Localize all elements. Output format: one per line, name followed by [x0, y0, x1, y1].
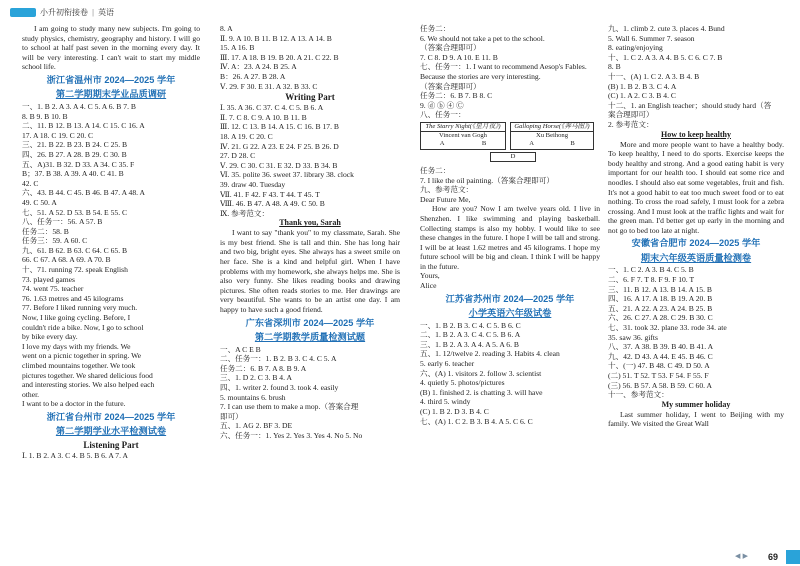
answer-line: Ⅴ. 29. C 30. C 31. E 32. D 33. B 34. B: [220, 160, 338, 170]
answer-list: [220, 24, 400, 91]
answer-line: Ⅲ. 12. C 13. B 14. A 15. C 16. B 17. B: [220, 122, 339, 132]
essay-paragraph: More and more people want to have a healthy body. To keep healthy, I need to do sports. Exercise keeps the body healthy and strong. And a good eating habit is very important for our health too. I should eat some rice and noodles. I should also eat some vegetables, fruit and fish. It's not a good habit to eat too much sweet food or to eat nothing. To cross the road safely, I must look for a zebra crossing. And I must look at the traffic lights and wait for the green man. I'd better get up early in the morning and not go to bed too late at night.: [608, 139, 784, 235]
answer-line: 任务二：: [420, 24, 451, 33]
answer-line: 七、任务一：1. I want to recommend Aesop's Fables.: [420, 62, 587, 72]
answer-line: 4. third 5. windy: [420, 397, 471, 407]
answer-line: 二、11. B 12. B 13. A 14. C 15. C 16. A: [22, 121, 145, 131]
answer-line: 六、43. B 44. C 45. B 46. B 47. A 48. A: [22, 188, 145, 198]
answer-line: 任务三：59. A 60. C: [22, 236, 88, 246]
answer-list: [220, 103, 400, 218]
answer-line: 六、任务一：1. Yes 2. Yes 3. Yes 4. No 5. No: [220, 430, 363, 440]
answer-line: 七、(A) 1. C 2. B 3. B 4. A 5. C 6. C: [420, 416, 533, 426]
answer-line: 74. went 75. teacher: [22, 284, 84, 294]
answer-line: 15. A 16. B: [220, 43, 255, 53]
answer-line: 八、任务一：56. A 57. B: [22, 217, 103, 227]
answer-line: 十一、参考范文：: [608, 390, 669, 400]
answer-line: 十、1. C 2. A 3. A 4. B 5. C 6. C 7. B: [608, 52, 723, 62]
section-subtitle: 第二学期教学质量检测试题: [254, 332, 366, 343]
answer-line: 5. Wall 6. Summer 7. season: [608, 33, 695, 43]
box-label: B: [570, 139, 575, 147]
answer-line: 8. eating/enjoying: [608, 43, 663, 53]
section-title: 安徽省合肥市 2024—2025 学年: [631, 238, 761, 249]
answer-line: 即可）: [220, 411, 243, 421]
answer-list: [420, 24, 600, 120]
answer-line: 18. A 19. C 20. C: [220, 131, 273, 141]
essay-title: Thank you, Sarah: [279, 218, 341, 228]
essay-paragraph: Last summer holiday, I went to Beijing with my family. We visited the Great Wall: [608, 409, 784, 429]
answer-line: 四、16. A 17. A 18. B 19. A 20. B: [608, 294, 713, 304]
essay-title: My summer holiday: [661, 399, 731, 409]
page-header: [10, 4, 114, 20]
answer-line: 4. quietly 5. photos/pictures: [420, 378, 505, 388]
answer-line: 五、1. 12/twelve 2. reading 3. Habits 4. clean: [420, 349, 560, 359]
answer-line: other.: [22, 389, 40, 399]
answer-line: 一、1. B 2. B 3. C 4. C 5. B 6. C: [420, 320, 521, 330]
letter-body: How are you? Now I am twelve years old. I live in Shenzhen. I like swimming and playing basketball. Collecting stamps is also my hobby. I would like to see these changes in the future. I hope I will be tall and strong. I will be at least 1.62 metres and 45 kilograms. I hope my future school will be big and clean. I think I will be happy in the future.: [420, 204, 600, 271]
answer-line: (C) 1. B 2. D 3. B 4. C: [420, 407, 489, 416]
answer-line: 49. C 50. A: [22, 197, 57, 207]
box-label: A: [439, 139, 445, 147]
answer-line: I love my days with my friends. We: [22, 341, 131, 351]
answer-line: （答案合理即可）: [420, 43, 481, 53]
answer-line: 一、1. C 2. A 3. B 4. C 5. B: [608, 265, 694, 275]
answer-line: Ⅰ. 35. A 36. C 37. C 4. C 5. B 6. A: [220, 103, 324, 113]
page-nav-arrows-icon: ◀ ▶: [735, 552, 748, 560]
answer-line: 九、61. B 62. B 63. C 64. C 65. B: [22, 245, 128, 255]
answer-line: 十二、1. an English teacher；should study hard（答: [608, 100, 772, 110]
answer-line: 一、A C E B: [220, 344, 261, 354]
painting-box-starry-night: [420, 122, 506, 150]
section-title: 广东省深圳市 2024—2025 学年: [245, 317, 375, 328]
painting-box-galloping-horse: [510, 122, 594, 150]
answer-line: 二、任务一：1. B 2. B 3. C 4. C 5. A: [220, 354, 337, 364]
answer-line: 五、1. AG 2. BF 3. DE: [220, 421, 293, 431]
answer-line: 35. saw 36. gifts: [608, 332, 658, 342]
section-subtitle: 第二学期学业水平检测试卷: [55, 426, 167, 437]
section-subtitle: 小学英语六年级试卷: [468, 308, 552, 319]
part-title: Listening Part: [83, 439, 139, 450]
section-title: 江苏省苏州市 2024—2025 学年: [445, 293, 575, 304]
answer-line: (二) 51. T 52. T 53. F 54. F 55. F: [608, 371, 709, 380]
answer-line: Ⅵ. 35. polite 36. sweet 37. library 38. clock: [220, 170, 354, 180]
answer-line: Ⅳ. 21. G 22. A 23. E 24. F 25. B 26. D: [220, 141, 339, 151]
header-separator: |: [92, 7, 95, 17]
answer-line: 三、1. D 2. C 3. B 4. A: [220, 373, 292, 383]
answer-line: （答案合理即可）: [420, 81, 481, 91]
series-title: 小升初衔接卷: [40, 7, 88, 17]
letter-signature: Alice: [420, 281, 437, 291]
answer-line: 六、26. C 27. A 28. C 29. B 30. C: [608, 313, 713, 323]
answer-line: couldn't ride a bike. Now, I go to school: [22, 322, 144, 332]
answer-line: Ⅱ. 7. C 8. C 9. A 10. B 11. B: [220, 112, 307, 122]
answer-line: Ⅷ. 46. B 47. A 48. A 49. C 50. B: [220, 199, 325, 209]
answer-line: and interesting stories. We also helped each: [22, 380, 155, 390]
painting-title: Galloping Horse(《奔马图》): [511, 123, 593, 132]
essay-paragraph: I want to say "thank you" to my classmate, Sarah. She is my best friend. She is tall and thin. She has long hair and two big, bright eyes. She always has a sweet smile on her face. She is a kind and helpful girl. When I have problems with my homework, she always helps me. She is also very funny. She likes reading books and drawing pictures. She often reads stories to me. Her drawings are very beautiful. She wants to be an artist one day. I am happy to have such a good friend.: [220, 228, 400, 315]
answer-list: [22, 102, 200, 409]
answer-line: 八、37. A 38. B 39. B 40. B 41. A: [608, 342, 714, 352]
answer-line: 9. ⓓ ⓑ ④ Ⓒ: [420, 100, 464, 110]
column-1: [22, 24, 200, 461]
answer-line: Because the stories are very interesting.: [420, 71, 541, 81]
section-title: 浙江省台州市 2024—2025 学年: [46, 411, 176, 422]
painting-artist: Xu Beihong: [535, 131, 569, 139]
answer-line: B；37. B 38. A 39. A 40. C 41. B: [22, 169, 124, 179]
answer-line: 76. 1.63 metres and 45 kilograms: [22, 293, 124, 303]
answer-line: 五、21. A 22. A 23. A 24. B 25. B: [608, 303, 713, 313]
subject-title: 英语: [98, 7, 115, 17]
answer-line: Ⅲ. 17. A 18. B 19. B 20. A 21. C 22. B: [220, 52, 339, 62]
painting-artist: Vincent van Gogh: [439, 131, 487, 139]
essay-paragraph: I am going to study many new subjects. I'm going to study physics, chemistry, geography and history. I will go to school at half past seven in the morning every day. It will be very interesting. I can't wait to start my middle school life.: [22, 24, 200, 72]
answer-line: 8. B: [608, 62, 621, 72]
answer-line: 三、21. B 22. B 23. B 24. C 25. B: [22, 140, 128, 150]
page-number: 69: [767, 552, 778, 562]
answer-line: 任务二：6. B 7. A 8. B 9. A: [220, 363, 307, 373]
letter-greeting: Dear Future Me,: [420, 194, 471, 204]
answer-line: 一、1. B 2. A 3. A 4. C 5. A 6. B 7. B: [22, 101, 136, 111]
answer-line: 九、1. climb 2. cute 3. places 4. Bund: [608, 24, 725, 33]
answer-line: 七、51. A 52. D 53. B 54. E 55. C: [22, 207, 128, 217]
answer-list: [608, 265, 784, 399]
answer-line: 8. B 9. B 10. B: [22, 111, 68, 121]
column-4: [608, 24, 784, 429]
answer-line: 八、任务一：: [420, 110, 466, 120]
answer-line: by bike every day.: [22, 332, 78, 342]
answer-line: Ⅰ. 1. B 2. A 3. C 4. B 5. B 6. A 7. A: [22, 450, 128, 460]
answer-line: 42. C: [22, 178, 39, 188]
answer-line: 8. A: [220, 24, 233, 33]
answer-line: 6. We should not take a pet to the school.: [420, 33, 545, 43]
answer-line: 案合理即可）: [608, 110, 654, 120]
answer-line: 七、31. took 32. plane 33. rode 34. ate: [608, 323, 727, 333]
answer-line: 九、42. D 43. A 44. E 45. B 46. C: [608, 351, 713, 361]
answer-line: 5. mountains 6. brush: [220, 392, 286, 402]
answer-line: 四、1. writer 2. found 3. took 4. easily: [220, 383, 339, 392]
answer-line: 九、参考范文：: [420, 185, 474, 195]
letter-closing: Yours,: [420, 271, 440, 281]
page-tab-marker: [786, 550, 800, 564]
section-title: 浙江省温州市 2024—2025 学年: [46, 74, 176, 85]
answer-line: Ⅳ. A：23. A 24. B 25. A: [220, 62, 297, 72]
answer-line: 十、(一) 47. B 48. C 49. D 50. A: [608, 361, 710, 371]
essay-title: How to keep healthy: [661, 129, 731, 139]
answer-line: 四、26. B 27. A 28. B 29. C 30. B: [22, 149, 127, 159]
answer-line: 二、6. F 7. T 8. F 9. F 10. T: [608, 275, 695, 285]
answer-list: [220, 345, 400, 441]
answer-line: 7. C 8. D 9. A 10. E 11. B: [420, 52, 498, 62]
answer-line: 7. I like the oil painting.（答案合理即可）: [420, 175, 554, 185]
painting-title: The Starry Night(《星月夜》): [421, 123, 505, 132]
section-subtitle: 期末六年级英语质量检测卷: [640, 252, 752, 263]
series-logo-icon: [10, 8, 36, 17]
answer-line: Ⅴ. 29. F 30. E 31. A 32. B 33. C: [220, 81, 318, 91]
answer-line: 二、1. B 2. A 3. C 4. C 5. B 6. A: [420, 330, 521, 340]
answer-line: Ⅱ. 9. A 10. B 11. B 12. A 13. A 14. B: [220, 33, 332, 43]
column-3: [420, 24, 600, 426]
answer-list: [420, 166, 600, 195]
answer-line: went on a picnic together in spring. We: [22, 351, 142, 361]
answer-line: 六、(A) 1. visitors 2. follow 3. scientist: [420, 368, 542, 378]
answer-line: 73. played games: [22, 274, 75, 284]
answer-line: 77. Before I liked running very much.: [22, 303, 138, 313]
part-title: Writing Part: [285, 92, 335, 103]
answer-line: (B) 1. finished 2. is chatting 3. will have: [420, 387, 543, 397]
answer-line: Ⅶ. 41. F 42. F 43. T 44. T 45. T: [220, 189, 320, 199]
answer-box-d: D: [490, 152, 536, 162]
answer-line: 三、11. B 12. A 13. B 14. A 15. B: [608, 284, 712, 294]
answer-line: climbed mountains together. We took: [22, 361, 136, 370]
answer-line: 三、1. B 2. A 3. A 4. A 5. A 6. B: [420, 339, 519, 349]
answer-line: 66. C 67. A 68. A 69. A 70. B: [22, 255, 111, 265]
answer-line: pictures together. We shared delicious food: [22, 370, 153, 380]
answer-line: Now, I like going cycling. Before, I: [22, 313, 131, 323]
answer-line: Ⅸ. 参考范文：: [220, 208, 270, 218]
answer-list: [420, 321, 600, 427]
answer-line: 17. A 18. C 19. C 20. C: [22, 130, 94, 140]
answer-line: 7. I can use them to make a mop.（答案合理: [220, 402, 359, 412]
answer-line: 五、A)31. B 32. D 33. A 34. C 35. F: [22, 159, 135, 169]
section-subtitle: 第二学期期末学业品质调研: [55, 89, 167, 100]
answer-line: (C) 1. A 2. C 3. B 4. C: [608, 91, 676, 101]
answer-line: B：26. A 27. B 28. A: [220, 71, 286, 81]
answer-line: I want to be a doctor in the future.: [22, 399, 126, 409]
answer-list: [608, 24, 784, 130]
answer-line: 十、71. running 72. speak English: [22, 265, 128, 275]
answer-line: 任务二：58. B: [22, 226, 69, 236]
box-label: A: [529, 139, 534, 147]
answer-line: 2. 参考范文：: [608, 119, 654, 129]
answer-line: 5. early 6. teacher: [420, 359, 475, 369]
answer-line: 任务二：6. B 7. B 8. C: [420, 91, 493, 101]
box-label: B: [481, 139, 487, 147]
answer-line: 39. draw 40. Tuesday: [220, 179, 286, 189]
answer-line: 任务二：: [420, 165, 451, 175]
answer-line: 27. D 28. C: [220, 151, 256, 161]
answer-line: 十一、(A) 1. C 2. A 3. B 4. B: [608, 71, 700, 81]
painting-table: [420, 122, 600, 164]
answer-line: (三) 56. B 57. A 58. B 59. C 60. A: [608, 380, 713, 390]
column-2: [220, 24, 400, 441]
answer-line: (B) 1. B 2. B 3. C 4. A: [608, 81, 677, 91]
